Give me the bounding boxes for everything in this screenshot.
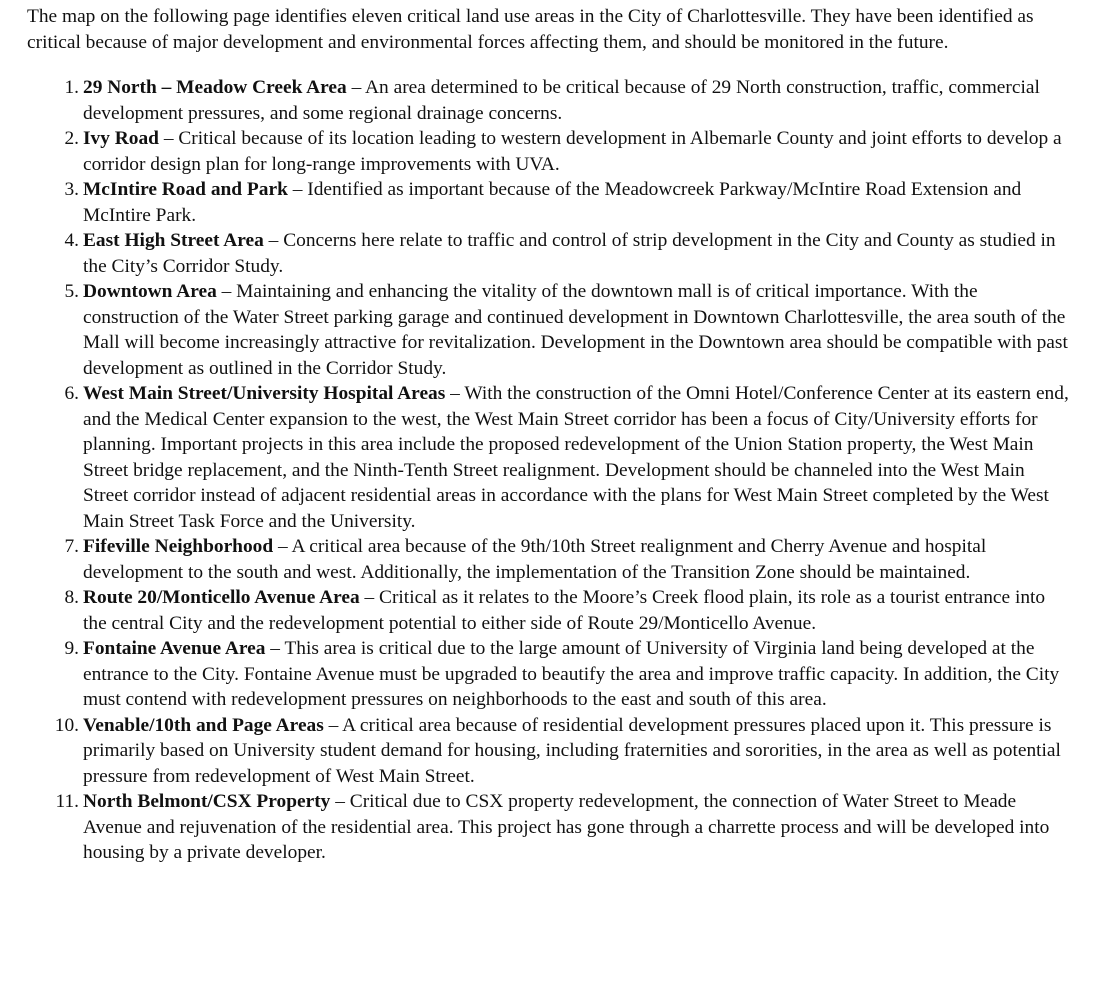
item-title: East High Street Area <box>83 230 264 251</box>
item-title: Fontaine Avenue Area <box>83 638 266 659</box>
intro-paragraph: The map on the following page identifies eleven critical land use areas in the City of Charlottesville. They have been identified as critical because of major development and environmental forces affecting them, and should be monitored in the future. <box>27 6 1034 53</box>
list-item <box>27 713 1070 790</box>
item-number: 6. <box>64 383 79 404</box>
item-title: Route 20/Monticello Avenue Area <box>83 587 360 608</box>
item-title: 29 North – Meadow Creek Area <box>83 77 347 98</box>
item-number: 5. <box>64 281 79 302</box>
list-item <box>27 585 1070 636</box>
list-item <box>27 381 1070 534</box>
item-title: Downtown Area <box>83 281 217 302</box>
item-number: 7. <box>64 536 79 557</box>
list-item <box>27 126 1070 177</box>
item-description: – Critical as it relates to the Moore’s Creek flood plain, its role as a tourist entrance into the central City and the redevelopment potential to either side of Route 29/Monticello Avenue. <box>83 587 1046 634</box>
item-description: – Concerns here relate to traffic and control of strip development in the City and County as studied in the City’s Corridor Study. <box>83 230 1056 277</box>
list-item <box>27 534 1070 585</box>
item-number: 3. <box>64 179 79 200</box>
list-item <box>27 228 1070 279</box>
item-title: Fifeville Neighborhood <box>83 536 274 557</box>
item-description: – This area is critical due to the large amount of University of Virginia land being developed at the entrance to the City. Fontaine Avenue must be upgraded to beautify the area and improve traffic capacity. In addition, the City must contend with redevelopment pressures on neighborhoods to the east and south of this area. <box>83 638 1060 710</box>
item-description: – A critical area because of the 9th/10th Street realignment and Cherry Avenue and hospital development to the south and west. Additionally, the implementation of the Transition Zone should be maintained. <box>83 536 987 583</box>
item-number: 4. <box>64 230 79 251</box>
item-title: Venable/10th and Page Areas <box>83 714 324 736</box>
item-title: North Belmont/CSX Property <box>83 791 331 812</box>
item-number: 11. <box>55 791 79 812</box>
list-item <box>27 789 1070 866</box>
item-title: West Main Street/University Hospital Areas <box>83 383 446 404</box>
critical-areas-list <box>27 75 1070 866</box>
item-description: – Maintaining and enhancing the vitality of the downtown mall is of critical importance. With the construction of the Water Street parking garage and continued development in Downtown Charlottesville, the area south of the Mall will become increasingly attractive for revitalization. Development in the Downtown area should be compatible with past development as outlined in the Corridor Study. <box>83 281 1068 379</box>
item-number: 9. <box>64 638 79 659</box>
item-number: 1. <box>64 77 79 98</box>
list-item <box>27 636 1070 713</box>
item-description: – With the construction of the Omni Hotel/Conference Center at its eastern end, and the Medical Center expansion to the west, the West Main Street corridor has been a focus of City/University efforts for planning. Important projects in this area include the proposed redevelopment of the Union Station property, the West Main Street bridge replacement, and the Ninth-Tenth Street realignment. Development should be channeled into the West Main Street corridor instead of adjacent residential areas in accordance with the plans for West Main Street completed by the West Main Street Task Force and the University. <box>83 383 1069 532</box>
item-description: – An area determined to be critical because of 29 North construction, traffic, commercial development pressures, and some regional drainage concerns. <box>83 77 1040 124</box>
item-title: McIntire Road and Park <box>83 179 288 200</box>
item-number: 10. <box>54 714 79 736</box>
item-description: – Identified as important because of the Meadowcreek Parkway/McIntire Road Extension and McIntire Park. <box>83 179 1022 226</box>
list-item <box>27 177 1070 228</box>
item-description: – A critical area because of residential development pressures placed upon it. This pressure is primarily based on University student demand for housing, including fraternities and sororities, in the area as well as potential pressure from redevelopment of West Main Street. <box>83 714 1061 787</box>
item-description: – Critical because of its location leading to western development in Albemarle County and joint efforts to develop a corridor design plan for long-range improvements with UVA. <box>83 128 1062 175</box>
item-number: 2. <box>64 128 79 149</box>
item-description: – Critical due to CSX property redevelopment, the connection of Water Street to Meade Avenue and rejuvenation of the residential area. This project has gone through a charrette process and will be developed into housing by a private developer. <box>83 791 1050 863</box>
list-item <box>27 279 1070 381</box>
list-item <box>27 75 1070 126</box>
item-number: 8. <box>64 587 79 608</box>
item-title: Ivy Road <box>83 128 159 149</box>
